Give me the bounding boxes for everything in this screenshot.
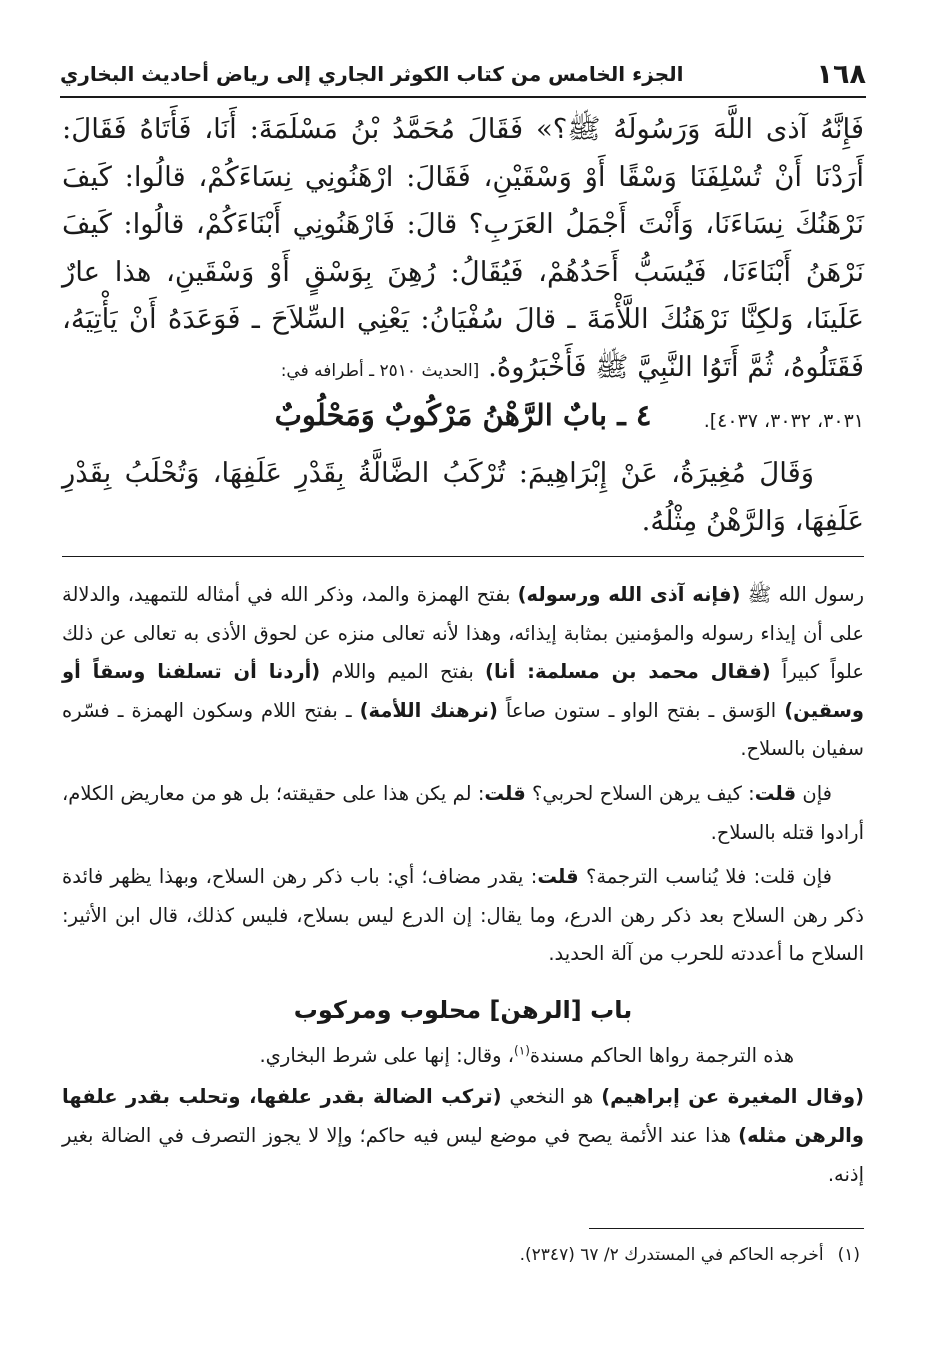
commentary-keyword: قلت: [537, 865, 579, 889]
commentary-paragraph: [62, 1036, 864, 1075]
chapter-text: وَقَالَ مُغِيرَةُ، عَنْ إِبْرَاهِيمَ: تُرْكَبُ الضَّالَّةُ بِقَدْرِ عَلَفِهَا، وَتُحْلَبُ بِقَدْرِ عَلَفِهَا، وَالرَّهْنُ مِثْلُهُ.: [62, 457, 864, 537]
commentary-quote: (أردنا أن تسلفنا وسقاً أو وسقين): [62, 660, 864, 722]
hadith-reference-numbers: ٣٠٣١، ٣٠٣٢، ٤٠٣٧].: [703, 410, 864, 432]
commentary-text: بفتح الهمزة والمد، وذكر الله في أمثاله للتمهيد، والدلالة على أن إيذاء رسوله والمؤمنين بمثابة إيذائه، وهذا لأنه تعالى منزه عن لحوق الأذى به تعالى عن ذلك علواً كبيراً: [62, 583, 864, 684]
running-title: الجزء الخامس من كتاب الكوثر الجاري إلى رياض أحاديث البخاري: [60, 62, 684, 86]
commentary-paragraph: [62, 775, 864, 852]
commentary-keyword: قلت: [484, 781, 526, 805]
footnote: [62, 1240, 860, 1270]
commentary-quote: (تركب الضالة بقدر علفها، وتحلب بقدر علفها والرهن مثله): [62, 1085, 864, 1147]
commentary-text: : لم يكن هذا على حقيقته؛ بل هو من معاريض الكلام، أرادوا قتله بالسلاح.: [62, 781, 864, 844]
commentary-keyword: قلت: [754, 781, 797, 805]
commentary-text: هذا عند الأئمة يصح في موضع ليس فيه حاكم؛ وإلا لا يجوز التصرف في الضالة بغير إذنه.: [62, 1124, 864, 1186]
footnote-divider: [589, 1228, 864, 1229]
commentary-text: ـ بفتح اللام وسكون الهمزة ـ فسّره سفيان بالسلاح.: [62, 698, 864, 761]
commentary-quote: (فقال محمد بن مسلمة: أنا): [485, 660, 771, 684]
commentary-block: [62, 576, 864, 974]
hadith-text: فَإِنَّهُ آذى اللَّهَ وَرَسُولَهُ ﷺ؟» فَقَالَ مُحَمَّدُ بْنُ مَسْلَمَةَ: أَنَا، فَأَتَاهُ فَقَالَ: أَرَدْنَا أَنْ تُسْلِفَنَا وَسْقًا أَوْ وَسْقَيْنِ، فَقَالَ: ارْهَنُونِي نِسَاءَكُمْ، قالُوا: كَيفَ نَرْهَنُكَ نِسَاءَنَا، وَأَنْتَ أَجْمَلُ العَرَبِ؟ قالَ: فَارْهَنُونِي أَبْنَاءَكُمْ، قالُوا: كَيفَ نَرْهَنُ أَبْنَاءَنَا، فَيُسَبُّ أَحَدُهُمْ، فَيُقَالُ: رُهِنَ بِوَسْقٍ أَوْ وَسْقَينِ، هذا عارٌ عَلَينَا، وَلكِنَّا نَرْهَنُكَ اللَّأْمَةَ ـ قالَ سُفْيَانُ: يَعْنِي السِّلاَحَ ـ فَوَعَدَهُ أَنْ يَأْتِيَهُ، فَقَتَلُوهُ، ثُمَّ أَتَوُا النَّبِيَّ ﷺ فَأَخْبَرُوهُ.: [62, 113, 864, 383]
hadith-reference: [الحديث ٢٥١٠ ـ أطرافه في:: [280, 360, 480, 381]
commentary-text: فإن: [796, 781, 832, 805]
page-number: ١٦٨: [816, 58, 866, 90]
commentary-text: الوَسق ـ بفتح الواو ـ ستون صاعاً: [497, 698, 785, 722]
commentary-text: هذه الترجمة رواها الحاكم مسندة: [529, 1044, 794, 1067]
commentary-text: فإن قلت: فلا يُناسب الترجمة؟: [578, 865, 833, 889]
commentary-paragraph: [62, 858, 864, 974]
commentary-paragraph: [62, 1077, 864, 1194]
text-commentary-divider: [62, 556, 864, 557]
footnote-marker[interactable]: (١): [514, 1043, 530, 1058]
commentary-paragraph: [62, 576, 864, 769]
commentary-text: رسول الله ﷺ: [740, 583, 864, 606]
commentary-text: : يقدر مضاف؛ أي: باب ذكر رهن السلاح، وبهذا يظهر فائدة ذكر رهن السلاح بعد ذكر رهن الدرع، وما يقال: إن الدرع ليس بسلاح، فليس كذلك، قال ابن الأثير: السلاح ما أعددته للحرب من آلة الحديد.: [62, 865, 864, 966]
hadith-paragraph: [62, 106, 864, 395]
commentary-text: بفتح الميم واللام: [320, 660, 486, 684]
page-header: [60, 52, 866, 98]
commentary-quote: (نرهنك اللأمة): [359, 698, 498, 722]
chapter-heading: ٤ ـ بابٌ الرَّهْنُ مَرْكُوبٌ وَمَحْلُوبٌ: [274, 398, 652, 432]
footnote-text: أخرجه الحاكم في المستدرك ٢/ ٦٧ (٢٣٤٧).: [519, 1245, 824, 1265]
commentary-text: : كيف يرهن السلاح لحربي؟: [525, 781, 755, 805]
commentary-text: ، وقال: إنها على شرط البخاري.: [259, 1044, 515, 1067]
commentary-text: هو النخعي: [501, 1085, 602, 1108]
commentary-block-2: [62, 1036, 864, 1194]
commentary-sub-heading: باب [الرهن] محلوب ومركوب: [293, 996, 633, 1024]
commentary-quote: (وقال المغيرة عن إبراهيم): [601, 1085, 864, 1108]
commentary-quote: (فإنه آذى الله ورسوله): [517, 583, 741, 606]
footnote-number: (١): [837, 1245, 860, 1265]
